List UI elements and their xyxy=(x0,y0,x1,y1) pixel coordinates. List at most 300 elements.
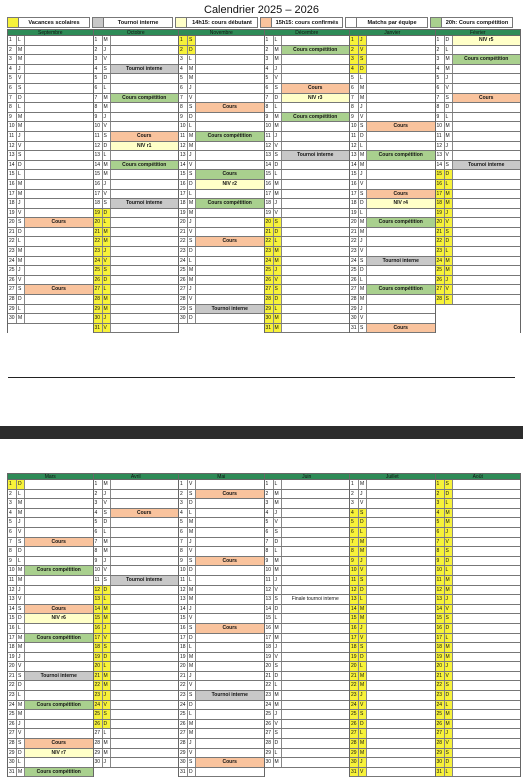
day-number: 16 xyxy=(436,624,445,633)
day-row xyxy=(436,739,521,749)
weekday: M xyxy=(17,499,25,508)
day-row xyxy=(94,720,179,730)
day-number: 13 xyxy=(265,151,274,160)
weekday: M xyxy=(445,257,453,266)
day-row xyxy=(265,132,350,142)
day-row xyxy=(436,480,521,490)
day-row xyxy=(350,84,435,94)
day-number: 28 xyxy=(436,295,445,304)
day-number: 6 xyxy=(94,528,103,537)
day-row xyxy=(265,480,350,490)
day-number: 28 xyxy=(436,739,445,748)
calendar-first-half xyxy=(7,29,521,333)
day-row xyxy=(350,122,435,132)
weekday: S xyxy=(445,547,453,556)
day-row xyxy=(436,276,521,286)
event-cell xyxy=(196,228,264,237)
day-row xyxy=(179,218,264,228)
weekday: J xyxy=(103,46,111,55)
weekday: V xyxy=(103,499,111,508)
event-cell xyxy=(367,103,435,112)
event-cell xyxy=(282,285,350,294)
event-cell xyxy=(367,547,435,556)
day-number: 30 xyxy=(94,758,103,767)
day-row xyxy=(8,595,93,605)
event-cell xyxy=(367,557,435,566)
event-cell xyxy=(367,46,435,55)
event-cell xyxy=(111,499,179,508)
day-row xyxy=(8,74,93,84)
event-cell xyxy=(25,729,93,738)
day-row xyxy=(350,758,435,768)
weekday: J xyxy=(359,691,367,700)
weekday: D xyxy=(188,768,196,777)
day-number: 23 xyxy=(8,247,17,256)
day-row xyxy=(350,739,435,749)
event-cell xyxy=(25,190,93,199)
event-cell xyxy=(25,710,93,719)
month-header: Juin xyxy=(265,473,350,480)
day-number: 23 xyxy=(436,247,445,256)
weekday: V xyxy=(274,142,282,151)
weekday: M xyxy=(274,314,282,323)
event-cell xyxy=(282,518,350,527)
weekday: S xyxy=(445,161,453,170)
day-row xyxy=(179,113,264,123)
event-cell xyxy=(453,701,521,710)
day-number: 1 xyxy=(265,36,274,45)
weekday: D xyxy=(188,634,196,643)
weekday: S xyxy=(188,624,196,633)
weekday: L xyxy=(274,103,282,112)
day-number: 2 xyxy=(436,490,445,499)
weekday: M xyxy=(17,257,25,266)
day-number: 15 xyxy=(436,170,445,179)
day-number: 5 xyxy=(436,518,445,527)
day-number: 8 xyxy=(94,103,103,112)
event-cell xyxy=(111,739,179,748)
event-cell xyxy=(367,691,435,700)
weekday: V xyxy=(359,566,367,575)
day-row xyxy=(265,595,350,605)
day-number: 31 xyxy=(265,324,274,333)
legend-swatch xyxy=(346,18,357,27)
weekday: V xyxy=(274,653,282,662)
weekday: S xyxy=(445,480,453,489)
event-cell xyxy=(196,74,264,83)
day-row xyxy=(8,614,93,624)
day-number: 1 xyxy=(94,36,103,45)
weekday: V xyxy=(188,228,196,237)
event-cell xyxy=(25,122,93,131)
weekday: M xyxy=(103,295,111,304)
day-row xyxy=(179,55,264,65)
divider xyxy=(8,377,515,378)
page-title: Calendrier 2025 – 2026 xyxy=(204,4,319,16)
weekday: J xyxy=(445,662,453,671)
legend-swatch xyxy=(8,18,19,27)
day-number: 7 xyxy=(179,94,188,103)
weekday: M xyxy=(445,199,453,208)
day-number: 20 xyxy=(179,662,188,671)
day-row xyxy=(265,199,350,209)
weekday: M xyxy=(17,55,25,64)
month-column xyxy=(179,29,265,333)
weekday: D xyxy=(103,653,111,662)
day-number: 22 xyxy=(179,681,188,690)
day-row xyxy=(350,237,435,247)
day-row xyxy=(8,586,93,596)
day-row xyxy=(8,701,93,711)
month-column xyxy=(179,473,265,777)
page-separator xyxy=(0,426,523,439)
day-number: 15 xyxy=(436,614,445,623)
day-row xyxy=(8,84,93,94)
day-number: 18 xyxy=(94,643,103,652)
day-number: 12 xyxy=(179,586,188,595)
weekday: D xyxy=(17,547,25,556)
day-row xyxy=(436,257,521,267)
day-number: 26 xyxy=(179,720,188,729)
event-cell xyxy=(282,324,350,333)
day-number: 27 xyxy=(8,285,17,294)
day-row xyxy=(94,190,179,200)
day-row xyxy=(179,662,264,672)
day-number: 13 xyxy=(350,151,359,160)
event-cell xyxy=(25,161,93,170)
day-number: 13 xyxy=(265,595,274,604)
day-row xyxy=(436,710,521,720)
event-cell xyxy=(196,729,264,738)
day-row xyxy=(436,84,521,94)
weekday: J xyxy=(445,209,453,218)
event-cell xyxy=(196,576,264,585)
weekday: M xyxy=(188,528,196,537)
day-number: 3 xyxy=(179,55,188,64)
event-cell xyxy=(453,122,521,131)
event-cell xyxy=(196,209,264,218)
day-number: 17 xyxy=(265,190,274,199)
day-row xyxy=(350,228,435,238)
weekday: M xyxy=(17,576,25,585)
legend-item xyxy=(345,17,428,28)
month-header: Janvier xyxy=(350,29,435,36)
event-cell: NIV r2 xyxy=(196,180,264,189)
weekday: J xyxy=(188,605,196,614)
event-cell xyxy=(111,314,179,323)
weekday: D xyxy=(103,518,111,527)
day-row xyxy=(350,768,435,778)
event-cell xyxy=(196,499,264,508)
day-number: 9 xyxy=(94,557,103,566)
day-row xyxy=(94,266,179,276)
day-number: 10 xyxy=(8,566,17,575)
day-row xyxy=(436,103,521,113)
day-row xyxy=(179,103,264,113)
day-number: 21 xyxy=(8,228,17,237)
day-number: 11 xyxy=(179,132,188,141)
day-row xyxy=(179,758,264,768)
day-row xyxy=(436,295,521,305)
event-cell xyxy=(367,314,435,323)
day-row xyxy=(350,218,435,228)
weekday: S xyxy=(359,324,367,333)
day-row xyxy=(265,710,350,720)
weekday: M xyxy=(359,614,367,623)
day-row xyxy=(265,84,350,94)
event-cell xyxy=(111,218,179,227)
day-row xyxy=(265,528,350,538)
day-row xyxy=(350,662,435,672)
legend-swatch xyxy=(431,18,442,27)
event-cell xyxy=(282,276,350,285)
day-number: 24 xyxy=(94,257,103,266)
weekday: M xyxy=(103,749,111,758)
event-cell xyxy=(453,132,521,141)
day-number: 13 xyxy=(8,151,17,160)
day-row xyxy=(350,151,435,161)
day-row xyxy=(265,576,350,586)
event-cell xyxy=(453,595,521,604)
weekday: M xyxy=(359,94,367,103)
day-number: 13 xyxy=(8,595,17,604)
event-cell xyxy=(196,247,264,256)
weekday: J xyxy=(17,65,25,74)
event-cell xyxy=(453,681,521,690)
day-row xyxy=(8,247,93,257)
event-cell xyxy=(196,257,264,266)
day-row xyxy=(265,518,350,528)
day-row xyxy=(179,237,264,247)
day-number: 17 xyxy=(94,634,103,643)
day-row xyxy=(8,228,93,238)
event-cell xyxy=(25,518,93,527)
month-column xyxy=(350,29,436,333)
day-number: 20 xyxy=(265,662,274,671)
event-cell: Cours compétition xyxy=(367,285,435,294)
weekday: M xyxy=(445,266,453,275)
event-cell xyxy=(111,710,179,719)
day-number: 5 xyxy=(265,518,274,527)
day-number: 27 xyxy=(265,729,274,738)
day-number: 30 xyxy=(8,314,17,323)
day-number: 27 xyxy=(350,285,359,294)
weekday: M xyxy=(188,586,196,595)
event-cell: Cours compétition xyxy=(25,566,93,575)
day-row xyxy=(8,46,93,56)
day-number: 27 xyxy=(179,285,188,294)
day-number: 21 xyxy=(94,672,103,681)
day-number: 18 xyxy=(8,643,17,652)
weekday: S xyxy=(274,285,282,294)
day-row xyxy=(8,672,93,682)
weekday: M xyxy=(17,634,25,643)
event-cell xyxy=(453,199,521,208)
day-number: 22 xyxy=(265,681,274,690)
day-number: 7 xyxy=(436,94,445,103)
day-row xyxy=(179,739,264,749)
weekday: M xyxy=(17,701,25,710)
day-row xyxy=(94,691,179,701)
weekday: M xyxy=(359,84,367,93)
day-row xyxy=(94,701,179,711)
day-row xyxy=(179,180,264,190)
day-number: 27 xyxy=(436,729,445,738)
day-number: 28 xyxy=(265,295,274,304)
day-number: 10 xyxy=(350,122,359,131)
weekday: M xyxy=(188,199,196,208)
event-cell: Cours compétition xyxy=(282,113,350,122)
day-row xyxy=(179,480,264,490)
day-number: 28 xyxy=(350,739,359,748)
weekday: D xyxy=(359,132,367,141)
weekday: S xyxy=(445,228,453,237)
event-cell xyxy=(367,643,435,652)
month-header: Mars xyxy=(8,473,93,480)
weekday: D xyxy=(188,566,196,575)
day-row xyxy=(94,180,179,190)
month-column xyxy=(436,29,522,333)
event-cell xyxy=(111,605,179,614)
day-number: 2 xyxy=(436,46,445,55)
day-number: 18 xyxy=(265,199,274,208)
day-number: 18 xyxy=(8,199,17,208)
weekday: V xyxy=(445,151,453,160)
day-row xyxy=(436,768,521,778)
weekday: S xyxy=(103,199,111,208)
weekday: M xyxy=(274,566,282,575)
weekday: M xyxy=(188,209,196,218)
event-cell: Cours compétition xyxy=(25,634,93,643)
event-cell: Cours xyxy=(111,132,179,141)
day-number: 9 xyxy=(8,557,17,566)
day-number: 4 xyxy=(265,65,274,74)
event-cell xyxy=(367,528,435,537)
event-cell xyxy=(453,295,521,304)
event-cell xyxy=(111,634,179,643)
day-number: 19 xyxy=(350,653,359,662)
event-cell xyxy=(453,662,521,671)
day-number: 4 xyxy=(179,509,188,518)
day-number: 9 xyxy=(350,557,359,566)
day-number: 16 xyxy=(8,624,17,633)
weekday: J xyxy=(274,576,282,585)
event-cell xyxy=(196,122,264,131)
weekday: M xyxy=(188,720,196,729)
event-cell xyxy=(196,218,264,227)
event-cell xyxy=(25,314,93,323)
weekday: J xyxy=(188,672,196,681)
day-number: 21 xyxy=(436,228,445,237)
weekday: L xyxy=(274,749,282,758)
weekday: V xyxy=(188,161,196,170)
legend-label: 14h15: cours débutant xyxy=(192,19,252,26)
day-row xyxy=(8,266,93,276)
day-row xyxy=(350,701,435,711)
weekday: M xyxy=(274,701,282,710)
event-cell xyxy=(453,84,521,93)
event-cell xyxy=(111,36,179,45)
weekday: V xyxy=(359,46,367,55)
event-cell xyxy=(282,576,350,585)
day-number: 27 xyxy=(179,729,188,738)
day-number: 3 xyxy=(94,499,103,508)
day-row xyxy=(94,614,179,624)
day-number: 17 xyxy=(8,634,17,643)
legend xyxy=(7,17,515,27)
weekday: S xyxy=(359,122,367,131)
event-cell xyxy=(196,681,264,690)
event-cell xyxy=(196,538,264,547)
event-cell xyxy=(196,672,264,681)
weekday: S xyxy=(274,662,282,671)
event-cell xyxy=(453,720,521,729)
weekday: S xyxy=(17,739,25,748)
day-row xyxy=(436,74,521,84)
day-row xyxy=(265,55,350,65)
day-row xyxy=(350,634,435,644)
weekday: M xyxy=(103,305,111,314)
day-number: 10 xyxy=(179,122,188,131)
weekday: M xyxy=(103,36,111,45)
day-number: 15 xyxy=(8,170,17,179)
event-cell xyxy=(367,209,435,218)
day-number: 21 xyxy=(179,228,188,237)
day-number: 4 xyxy=(436,65,445,74)
month-column xyxy=(94,29,180,333)
day-row xyxy=(265,691,350,701)
weekday: J xyxy=(359,36,367,45)
event-cell xyxy=(111,285,179,294)
event-cell xyxy=(282,729,350,738)
day-row xyxy=(179,672,264,682)
day-row xyxy=(179,538,264,548)
event-cell xyxy=(25,132,93,141)
day-row xyxy=(436,237,521,247)
day-row xyxy=(436,643,521,653)
day-number: 27 xyxy=(436,285,445,294)
day-row xyxy=(94,142,179,152)
day-number: 6 xyxy=(265,528,274,537)
day-number: 29 xyxy=(179,305,188,314)
day-row xyxy=(94,662,179,672)
event-cell: Cours xyxy=(196,624,264,633)
weekday: M xyxy=(359,228,367,237)
event-cell xyxy=(367,672,435,681)
weekday: D xyxy=(103,74,111,83)
day-number: 8 xyxy=(350,103,359,112)
weekday: V xyxy=(359,247,367,256)
weekday: M xyxy=(17,710,25,719)
event-cell xyxy=(25,276,93,285)
event-cell xyxy=(282,701,350,710)
day-row xyxy=(179,691,264,701)
weekday: V xyxy=(359,314,367,323)
day-number: 28 xyxy=(94,739,103,748)
day-row xyxy=(94,247,179,257)
day-row xyxy=(94,84,179,94)
weekday: D xyxy=(274,295,282,304)
day-row xyxy=(94,518,179,528)
event-cell: NIV r6 xyxy=(25,614,93,623)
day-row xyxy=(8,634,93,644)
event-cell xyxy=(196,509,264,518)
event-cell: Cours xyxy=(196,237,264,246)
weekday: D xyxy=(103,586,111,595)
weekday: S xyxy=(188,305,196,314)
day-number: 21 xyxy=(94,228,103,237)
day-row xyxy=(179,566,264,576)
